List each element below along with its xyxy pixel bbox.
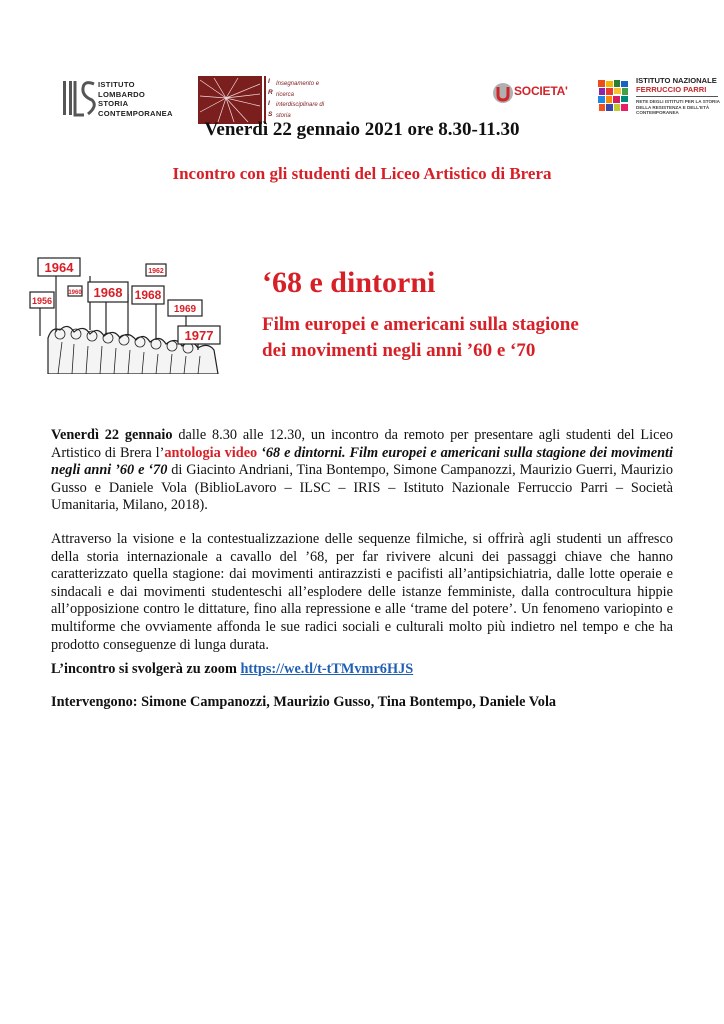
iris-star-icon (198, 76, 262, 124)
iris-image (198, 76, 262, 124)
societa-u-icon (492, 82, 514, 104)
ilsc-mark-icon (62, 78, 96, 120)
ilsc-logo (62, 78, 190, 122)
parri-divider (636, 96, 718, 97)
description-paragraph: Attraverso la visione e la contestualizzazione delle sequenze filmiche, si offrirà agli studenti un affresco della storia internazionale a cavallo del ’68, per far rivivere alcuni dei passaggi chiave che hanno caratterizzato quella stagione: dai movimenti antirazzisti e pacifisti all’antipsichiatria, dalle lotte operaie e sindacali e dai movimenti studenteschi all’esplodere delle istanze femministe, dalla controcultura hippie all’opposizione contro le dittature, fino alla repressione e alle ‘trame del potere’. Un fenomeno variopinto e multiforme che ovviamente affonda le sue radici sociali e culturali molto più indietro nel tempo e che ha prodotto conseguenze di lunga durata. (51, 531, 673, 653)
intro-paragraph (51, 427, 673, 515)
iris-letters: I R I S (264, 76, 276, 124)
iris-description: Insegnamento e ricerca interdisciplinare di storia (276, 81, 325, 119)
film-subtitle (262, 312, 682, 364)
intro-text-2: di Giacinto Andriani, Tina Bontempo, Simone Campanozzi, Maurizio Guerri, Maurizio Gusso e Daniele Vola (BiblioLavoro – ILSC – IRIS – Istituto Nazionale Ferruccio Parri – Società Umanitaria, Milano, 2018). (51, 462, 674, 514)
sign-1969: 1969 (173, 304, 197, 315)
zoom-label: L’incontro si svolgerà zu zoom (51, 661, 241, 677)
sign-1956: 1956 (31, 296, 53, 306)
speakers-line: Intervengono: Simone Campanozzi, Maurizio Gusso, Tina Bontempo, Daniele Vola (51, 694, 557, 710)
protest-illustration (28, 246, 248, 374)
intro-date: Venerdì 22 gennaio (51, 427, 173, 443)
parri-title: ISTITUTO NAZIONALE FERRUCCIO PARRI (636, 76, 717, 94)
film-title: ‘68 e dintorni (262, 266, 436, 299)
parri-logo (636, 76, 724, 116)
sign-1977: 1977 (184, 328, 214, 343)
societa-umanitaria-logo (492, 80, 636, 108)
film-subtitle-line-2: dei movimenti negli anni ’60 e ‘70 (262, 340, 536, 361)
meeting-heading: Incontro con gli studenti del Liceo Artistico di Brera (172, 164, 552, 183)
iris-logo (198, 76, 330, 124)
parri-subtitle: RETE DEGLI ISTITUTI PER LA STORIA DELLA RESISTENZA E DELL'ETÀ CONTEMPORANEA (636, 99, 720, 116)
zoom-link[interactable]: https://we.tl/t-tTMvmr6HJS (240, 661, 414, 677)
intro-text-1: dalle 8.30 alle 12.30, un incontro da remoto per presentare agli studenti del Liceo Artistico di Brera l’ (51, 427, 673, 461)
intro-highlight: antologia video (164, 444, 258, 461)
zoom-line (51, 661, 413, 678)
ilsc-name: ISTITUTO LOMBARDO STORIA CONTEMPORANEA (98, 80, 173, 118)
sign-1960: 1960 (68, 290, 82, 296)
sign-1962: 1962 (148, 268, 164, 275)
sign-1968-a: 1968 (93, 285, 123, 300)
societa-text: SOCIETA' (514, 84, 568, 98)
date-heading: Venerdì 22 gennaio 2021 ore 8.30-11.30 (204, 119, 520, 140)
parri-mosaic-icon (596, 78, 630, 114)
sign-1968-b: 1968 (134, 288, 162, 302)
film-subtitle-line-1: Film europei e americani sulla stagione (262, 314, 579, 335)
intro-work-title: ‘68 e dintorni. Film europei e americani sulla stagione dei movimenti negli anni ’60 e ‘70 (51, 444, 674, 479)
sign-1964: 1964 (44, 260, 74, 275)
